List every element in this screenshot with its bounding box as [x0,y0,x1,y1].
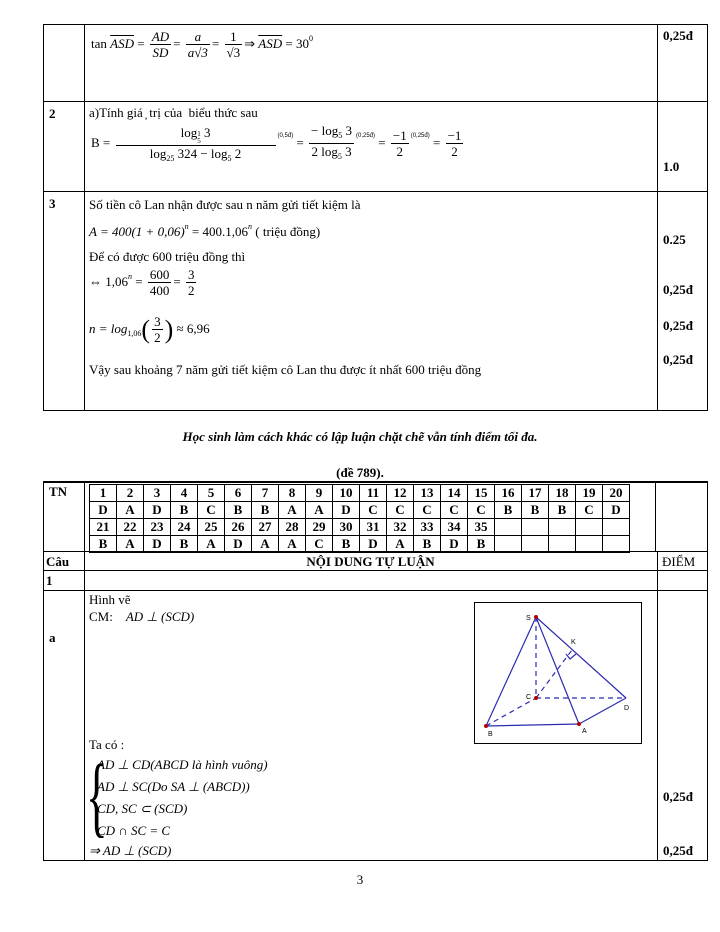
answer-number-cell: 18 [549,485,576,502]
degree-mark: 0 [308,33,313,43]
point-s [534,615,538,619]
grading-note: Học sinh làm cách khác có lập luận chặt chẽ vẫn tính điểm tối đa. [182,429,538,444]
answer-number-cell: 26 [225,519,252,536]
answer-number-cell: 23 [144,519,171,536]
answer-value-cell [522,536,549,553]
answer-value-cell: B [522,502,549,519]
answer-value-cell [576,536,603,553]
answer-number-cell: 28 [279,519,306,536]
answer-number-cell: 32 [387,519,414,536]
essay-row-number-1: 1 [46,573,53,588]
col-content-header: NỘI DUNG TỰ LUẬN [306,554,435,569]
answer-number-cell [495,519,522,536]
fraction-1-sqrt3: $\frac{1}{√3}$ [226,29,241,60]
answer-number-cell: 16 [495,485,522,502]
answer-numbers-row-1 [90,485,630,502]
answer-value-cell: D [441,536,468,553]
answer-number-cell: 30 [333,519,360,536]
fraction-3-2-log: $\frac{3}{2}$ [154,314,161,345]
answer-number-cell [603,519,630,536]
tn-label: TN [49,484,68,499]
answer-number-cell: 33 [414,519,441,536]
answer-value-cell: C [468,502,495,519]
answer-value-cell: B [171,536,198,553]
row-3-line-2: $A = 400(1 + 0,06)^n = 400.1,06^n$ ( triệu đồng) [89,222,321,239]
answer-value-cell: C [414,502,441,519]
answer-value-cell: B [495,502,522,519]
answer-value-cell: B [549,502,576,519]
answer-value-cell: C [360,502,387,519]
b-label: B = [91,134,111,150]
answer-value-cell: C [198,502,225,519]
answer-number-cell: 9 [306,485,333,502]
answer-value-cell: D [90,502,117,519]
answer-number-cell: 5 [198,485,225,502]
answer-values-row-2 [90,536,630,553]
ta-co-label: Ta có : [89,737,125,752]
answer-number-cell: 20 [603,485,630,502]
answer-number-cell: 15 [468,485,495,502]
answer-value-cell: B [90,536,117,553]
answer-value-cell: B [252,502,279,519]
answer-value-cell: D [333,502,360,519]
cm-line: CM: AD ⊥ (SCD) [89,609,195,624]
score-row-3-a: 0.25 [663,232,686,247]
point-a [577,722,581,726]
angle-asd-result: $\overline{ASD}$ [258,35,283,51]
answer-value-cell [495,536,522,553]
pyramid-figure [474,602,642,744]
answer-numbers-row-2 [90,519,630,536]
row-3-line-4: ⇔ $1,06^n$ = $\frac{600}{400}$ = $\frac{3}{2}$ [89,267,195,298]
answer-number-cell: 11 [360,485,387,502]
answer-value-cell: A [117,536,144,553]
answer-value-cell: D [144,502,171,519]
answer-number-cell: 8 [279,485,306,502]
answer-value-cell: B [333,536,360,553]
answer-number-cell [549,519,576,536]
answer-value-cell: D [603,502,630,519]
answer-number-cell: 1 [90,485,117,502]
point-b [484,724,488,728]
answer-number-cell [522,519,549,536]
answer-number-cell: 27 [252,519,279,536]
label-b: B [488,731,493,738]
answer-number-cell: 34 [441,519,468,536]
answer-number-cell: 19 [576,485,603,502]
answer-number-cell: 2 [117,485,144,502]
answer-value-cell: A [387,536,414,553]
essay-row-label-a: a [49,630,56,645]
answer-number-cell: 31 [360,519,387,536]
answer-value-cell: B [225,502,252,519]
label-k: K [571,639,576,646]
point-c [534,696,538,700]
score-row-3-d: 0,25đ [663,352,693,367]
answer-number-cell: 35 [468,519,495,536]
answer-value-cell: B [468,536,495,553]
row-3-line-1: Số tiền cô Lan nhận được sau n năm gửi tiết kiệm là [89,197,361,212]
row-number-3: 3 [49,196,56,211]
label-s: S [526,615,531,622]
label-c: C [526,694,532,701]
fraction-b-2: $\frac{- \log_5 3}{2 \log_5 3}$ [311,123,352,161]
answer-value-cell: C [441,502,468,519]
answer-number-cell: 24 [171,519,198,536]
col-score-header: ĐIỂM [662,554,696,569]
fraction-b-4: $\frac{-1}{2}$ [447,128,462,159]
system-brace: { [86,747,108,846]
answer-number-cell: 14 [441,485,468,502]
answer-value-cell: D [144,536,171,553]
answer-value-cell: D [225,536,252,553]
score-row-3-c: 0,25đ [663,318,693,333]
score-essay-a-2: 0,25đ [663,843,693,858]
answer-number-cell: 25 [198,519,225,536]
answer-number-cell: 10 [333,485,360,502]
score-row-3-b: 0,25đ [663,282,693,297]
answer-value-cell: A [279,536,306,553]
tan-label: tan [91,35,107,51]
answer-number-cell: 17 [522,485,549,502]
answer-value-cell [603,536,630,553]
answer-number-cell: 4 [171,485,198,502]
system-line-1: AD ⊥ CD(ABCD là hình vuông) [97,757,268,772]
answer-grid [89,484,630,553]
note-05d: (0,5đ) [277,132,294,139]
row-3-line-5: $n = \log_{1,06}$( $\frac{3}{2}$ ) ≈ 6,96 [89,314,210,345]
system-line-3: CD, SC ⊂ (SCD) [97,801,188,816]
answer-value-cell: C [306,536,333,553]
answer-value-cell: A [198,536,225,553]
fraction-600-400: $\frac{600}{400}$ [149,267,170,298]
fraction-3-2: $\frac{3}{2}$ [187,267,195,298]
answer-value-cell: D [360,536,387,553]
conclusion-line: ⇒ AD ⊥ (SCD) [89,843,172,858]
answer-number-cell: 29 [306,519,333,536]
label-d: D [624,705,630,712]
answer-value-cell: C [387,502,414,519]
system-line-4: CD ∩ SC = C [97,823,171,838]
answer-number-cell: 13 [414,485,441,502]
answer-number-cell: 12 [387,485,414,502]
angle-value: 30 [295,35,309,51]
fraction-b-3: $\frac{-1}{2}$ [392,128,407,159]
answer-number-cell: 6 [225,485,252,502]
score-row-2: 1.0 [663,159,680,174]
score-essay-a-1: 0,25đ [663,789,693,804]
answer-number-cell: 3 [144,485,171,502]
angle-asd: $\overline{ASD}$ [110,35,134,51]
hinh-ve-label: Hình vẽ [89,592,131,607]
answer-value-cell: B [171,502,198,519]
answer-value-cell: B [414,536,441,553]
answer-values-row-1 [90,502,630,519]
answer-number-cell: 21 [90,519,117,536]
fraction-ad-sd: $\frac{AD}{SD}$ [151,29,170,60]
answer-number-cell: 22 [117,519,144,536]
answer-value-cell [549,536,576,553]
note-025d-1: (0,25đ) [356,132,376,139]
row-2-title: a)Tính giá ̦ trị của biểu thức sau [89,105,258,120]
row-number-2: 2 [49,106,56,121]
answer-value-cell: A [117,502,144,519]
label-a: A [582,728,587,735]
system-line-2: AD ⊥ SC(Do SA ⊥ (ABCD)) [97,779,250,794]
page-number: 3 [356,872,364,887]
answer-number-cell [576,519,603,536]
row-3-line-6: Vậy sau khoảng 7 năm gửi tiết kiệm cô Lan thu được ít nhất 600 triệu đồng [89,362,482,377]
answer-value-cell: C [576,502,603,519]
exam-code: (đề 789). [336,465,384,480]
formula-tan-asd: $\tan \overline{ASD}$ = $\frac{AD}{SD}$ = $\frac{a}{a√3}$ = $\frac{1}{√3}$ ⇒ $\overline{ASD} = 30^0$ [91,29,313,60]
fraction-b-1: log1 5 3 $\log_{25} 324 - \log_5 2$ [116,122,276,166]
answer-value-cell: A [306,502,333,519]
formula-b: B = log1 5 3 $\log_{25} 324 - \log_5 2$ $^{(0,5đ)}$ = $\frac{- \log_5 3}{2 \log_5 3}$ $^{(0,25đ)}$ = $\frac{-1}{2}$ $^{(0,25đ)}$ = $\frac{-1}{2}$ [91,122,465,166]
row-3-line-3: Để có được 600 triệu đồng thì [89,249,246,264]
fraction-a-asqrt3: $\frac{a}{a√3}$ [187,29,208,60]
col-cau-header: Câu [46,554,70,569]
answer-value-cell: A [252,536,279,553]
note-025d-2: (0,25đ) [410,132,430,139]
answer-value-cell: A [279,502,306,519]
answer-number-cell: 7 [252,485,279,502]
score-asd: 0,25đ [663,28,693,43]
